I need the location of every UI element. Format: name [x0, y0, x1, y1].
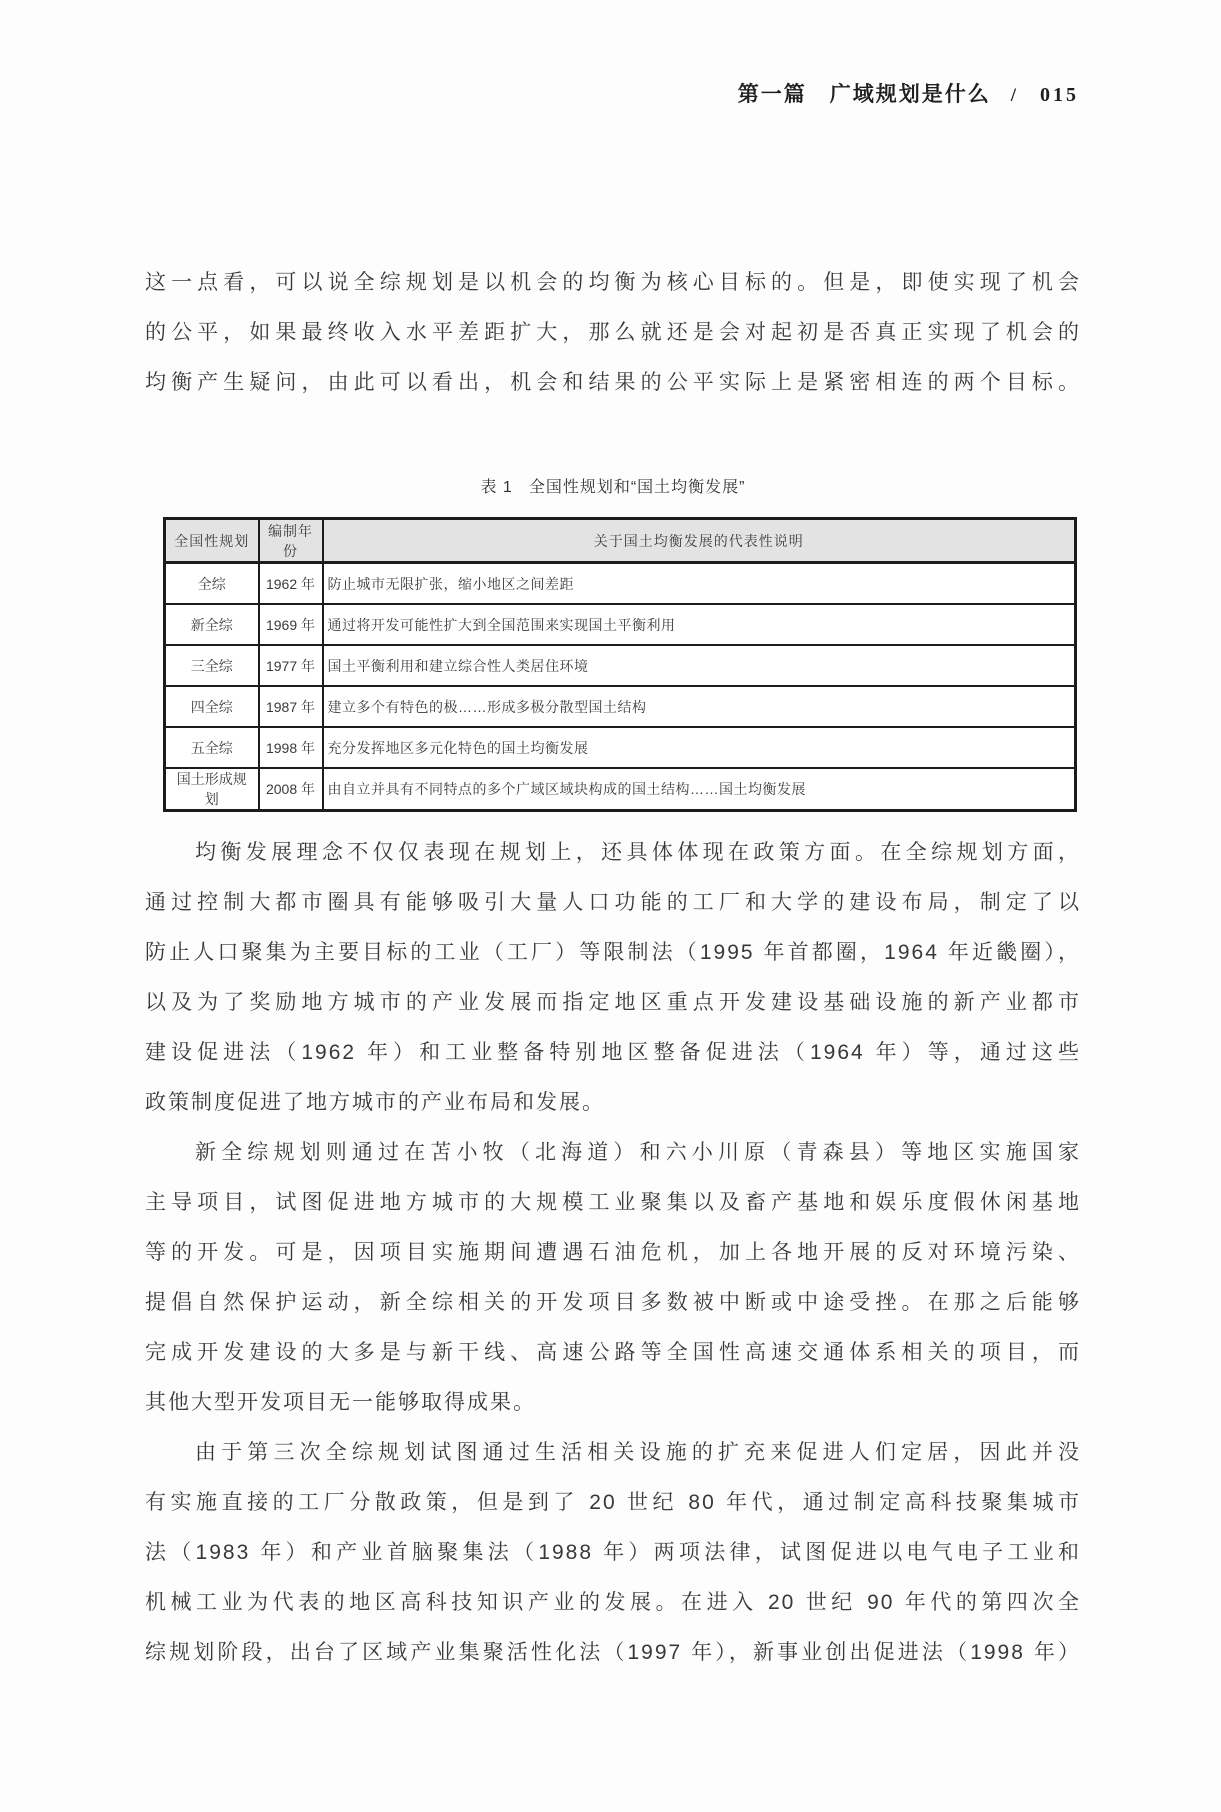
- table-cell: 防止城市无限扩张，缩小地区之间差距: [323, 563, 1076, 605]
- text-line: 机械工业为代表的地区高科技知识产业的发展。在进入 20 世纪 90 年代的第四次全: [145, 1591, 1081, 1614]
- table-cell: 新全综: [165, 604, 259, 645]
- table-caption: [145, 474, 1081, 497]
- table-cell: 1969 年: [259, 604, 323, 645]
- running-head-separator: /: [1010, 85, 1018, 106]
- table-row: [165, 645, 1076, 686]
- text-line: 政策制度促进了地方城市的产业布局和发展。: [145, 1091, 605, 1114]
- text-line: 主导项目，试图促进地方城市的大规模工业聚集以及畜产基地和娱乐度假休闲基地: [145, 1191, 1081, 1214]
- table-row: [165, 563, 1076, 605]
- table-cell: 2008 年: [259, 768, 323, 811]
- table-header-cell: 编制年份: [259, 519, 323, 563]
- text-line: 综规划阶段，出台了区域产业集聚活性化法（1997 年），新事业创出促进法（1998 年）: [145, 1641, 1081, 1664]
- body-text: [145, 828, 1081, 1678]
- table-cell: 1962 年: [259, 563, 323, 605]
- table-cell: 建立多个有特色的极……形成多极分散型国土结构: [323, 686, 1076, 727]
- text-line: 这一点看，可以说全综规划是以机会的均衡为核心目标的。但是，即使实现了机会: [145, 271, 1081, 294]
- table-cell: 全综: [165, 563, 259, 605]
- table-cell: 通过将开发可能性扩大到全国范围来实现国土平衡利用: [323, 604, 1076, 645]
- running-head: [145, 78, 1081, 108]
- table-caption-label: 表 1: [480, 479, 513, 496]
- table-row: [165, 604, 1076, 645]
- text-line: 建设促进法（1962 年）和工业整备特别地区整备促进法（1964 年）等，通过这些: [145, 1041, 1081, 1064]
- text-line: 提倡自然保护运动，新全综相关的开发项目多数被中断或中途受挫。在那之后能够: [145, 1291, 1081, 1314]
- text-line: 均衡产生疑问，由此可以看出，机会和结果的公平实际上是紧密相连的两个目标。: [145, 371, 1081, 394]
- table-header-cell: 全国性规划: [165, 519, 259, 563]
- table-cell: 由自立并具有不同特点的多个广域区域块构成的国土结构……国土均衡发展: [323, 768, 1076, 811]
- page-number: 015: [1040, 84, 1079, 106]
- text-line: 的公平，如果最终收入水平差距扩大，那么就还是会对起初是否真正实现了机会的: [145, 321, 1081, 344]
- paragraph: [145, 258, 1081, 408]
- table-cell: 充分发挥地区多元化特色的国土均衡发展: [323, 727, 1076, 768]
- table-cell: 三全综: [165, 645, 259, 686]
- text-line: 其他大型开发项目无一能够取得成果。: [145, 1391, 536, 1414]
- paragraph: [145, 828, 1081, 1128]
- text-line: 防止人口聚集为主要目标的工业（工厂）等限制法（1995 年首都圈，1964 年近畿圈），: [145, 941, 1081, 964]
- running-head-section: 第一篇 广域规划是什么: [737, 82, 991, 106]
- text-line: 有实施直接的工厂分散政策，但是到了 20 世纪 80 年代，通过制定高科技聚集城市: [145, 1491, 1081, 1514]
- national-plans-table: [163, 517, 1077, 812]
- table-row: [165, 727, 1076, 768]
- table-header-cell: 关于国土均衡发展的代表性说明: [323, 519, 1076, 563]
- text-line: 通过控制大都市圈具有能够吸引大量人口功能的工厂和大学的建设布局，制定了以: [145, 891, 1081, 914]
- table-cell: 五全综: [165, 727, 259, 768]
- text-line: 法（1983 年）和产业首脑聚集法（1988 年）两项法律，试图促进以电气电子工业和: [145, 1541, 1081, 1564]
- text-line: 以及为了奖励地方城市的产业发展而指定地区重点开发建设基础设施的新产业都市: [145, 991, 1081, 1014]
- paragraph-continuation: [145, 258, 1081, 408]
- table-cell: 国土平衡利用和建立综合性人类居住环境: [323, 645, 1076, 686]
- table-row: [165, 768, 1076, 811]
- table-row: [165, 686, 1076, 727]
- table-cell: 1998 年: [259, 727, 323, 768]
- table-cell: 国土形成规划: [165, 768, 259, 811]
- text-line: 由于第三次全综规划试图通过生活相关设施的扩充来促进人们定居，因此并没: [195, 1441, 1081, 1464]
- table-cell: 四全综: [165, 686, 259, 727]
- text-line: 等的开发。可是，因项目实施期间遭遇石油危机，加上各地开展的反对环境污染、: [145, 1241, 1081, 1264]
- paragraph: [145, 1128, 1081, 1428]
- table-cell: 1987 年: [259, 686, 323, 727]
- table-header-row: [165, 519, 1076, 563]
- paragraph: [145, 1428, 1081, 1678]
- text-line: 新全综规划则通过在苫小牧（北海道）和六小川原（青森县）等地区实施国家: [195, 1141, 1081, 1164]
- table-caption-title: 全国性规划和“国土均衡发展”: [528, 479, 746, 496]
- text-line: 均衡发展理念不仅仅表现在规划上，还具体体现在政策方面。在全综规划方面，: [195, 841, 1081, 864]
- text-line: 完成开发建设的大多是与新干线、高速公路等全国性高速交通体系相关的项目，而: [145, 1341, 1081, 1364]
- table-cell: 1977 年: [259, 645, 323, 686]
